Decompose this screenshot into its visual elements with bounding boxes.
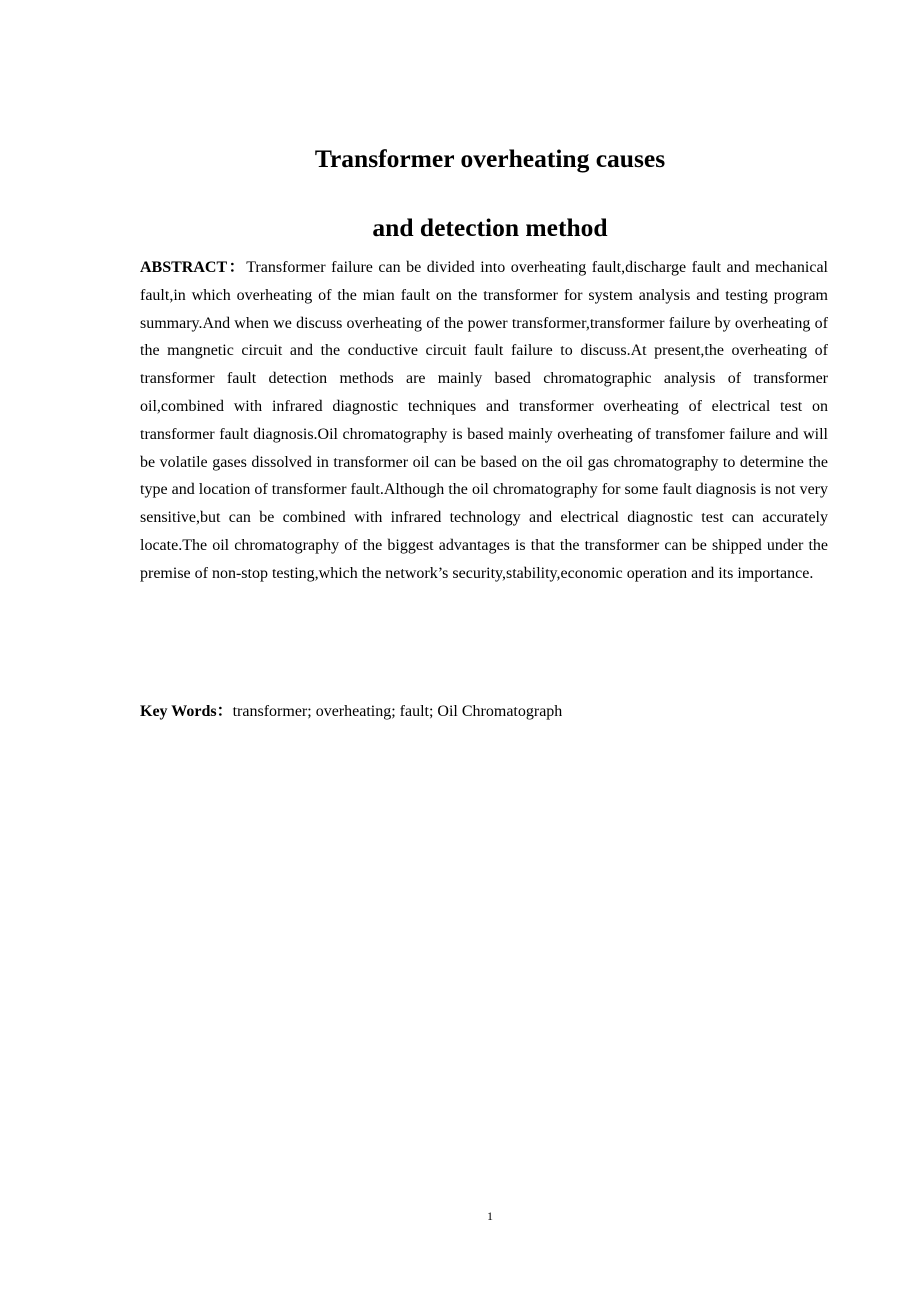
keywords-paragraph bbox=[140, 698, 828, 726]
abstract-label: ABSTRACT： bbox=[140, 259, 247, 276]
keywords-label: Key Words： bbox=[140, 703, 233, 720]
page-number: 1 bbox=[487, 1209, 493, 1223]
page-title-line-2: and detection method bbox=[372, 213, 608, 242]
abstract-paragraph bbox=[140, 254, 828, 588]
page-title-line-1: Transformer overheating causes bbox=[314, 144, 666, 173]
keywords-text: transformer; overheating; fault; Oil Chromatograph bbox=[232, 703, 563, 720]
abstract-text: Transformer failure can be divided into overheating fault,discharge fault and mechanical fault,in which overheating of the mian fault on the transformer for system analysis and testing program summary.And when we discuss overheating of the power transformer,transformer failure by overheating of the mangnetic circuit and the conductive circuit fault failure to discuss.At present,the overheating of transformer fault detection methods are mainly based chromatographic analysis of transformer oil,combined with infrared diagnostic techniques and transformer overheating of electrical test on transformer fault diagnosis.Oil chromatography is based mainly overheating of transfomer failure and will be volatile gases dissolved in transformer oil can be based on the oil gas chromatography to determine the type and location of transformer fault.Although the oil chromatography for some fault diagnosis is not very sensitive,but can be combined with infrared technology and electrical diagnostic test can accurately locate.The oil chromatography of the biggest advantages is that the transformer can be shipped under the premise of non-stop testing,which the network’s security,stability,economic operation and its importance. bbox=[140, 259, 828, 582]
